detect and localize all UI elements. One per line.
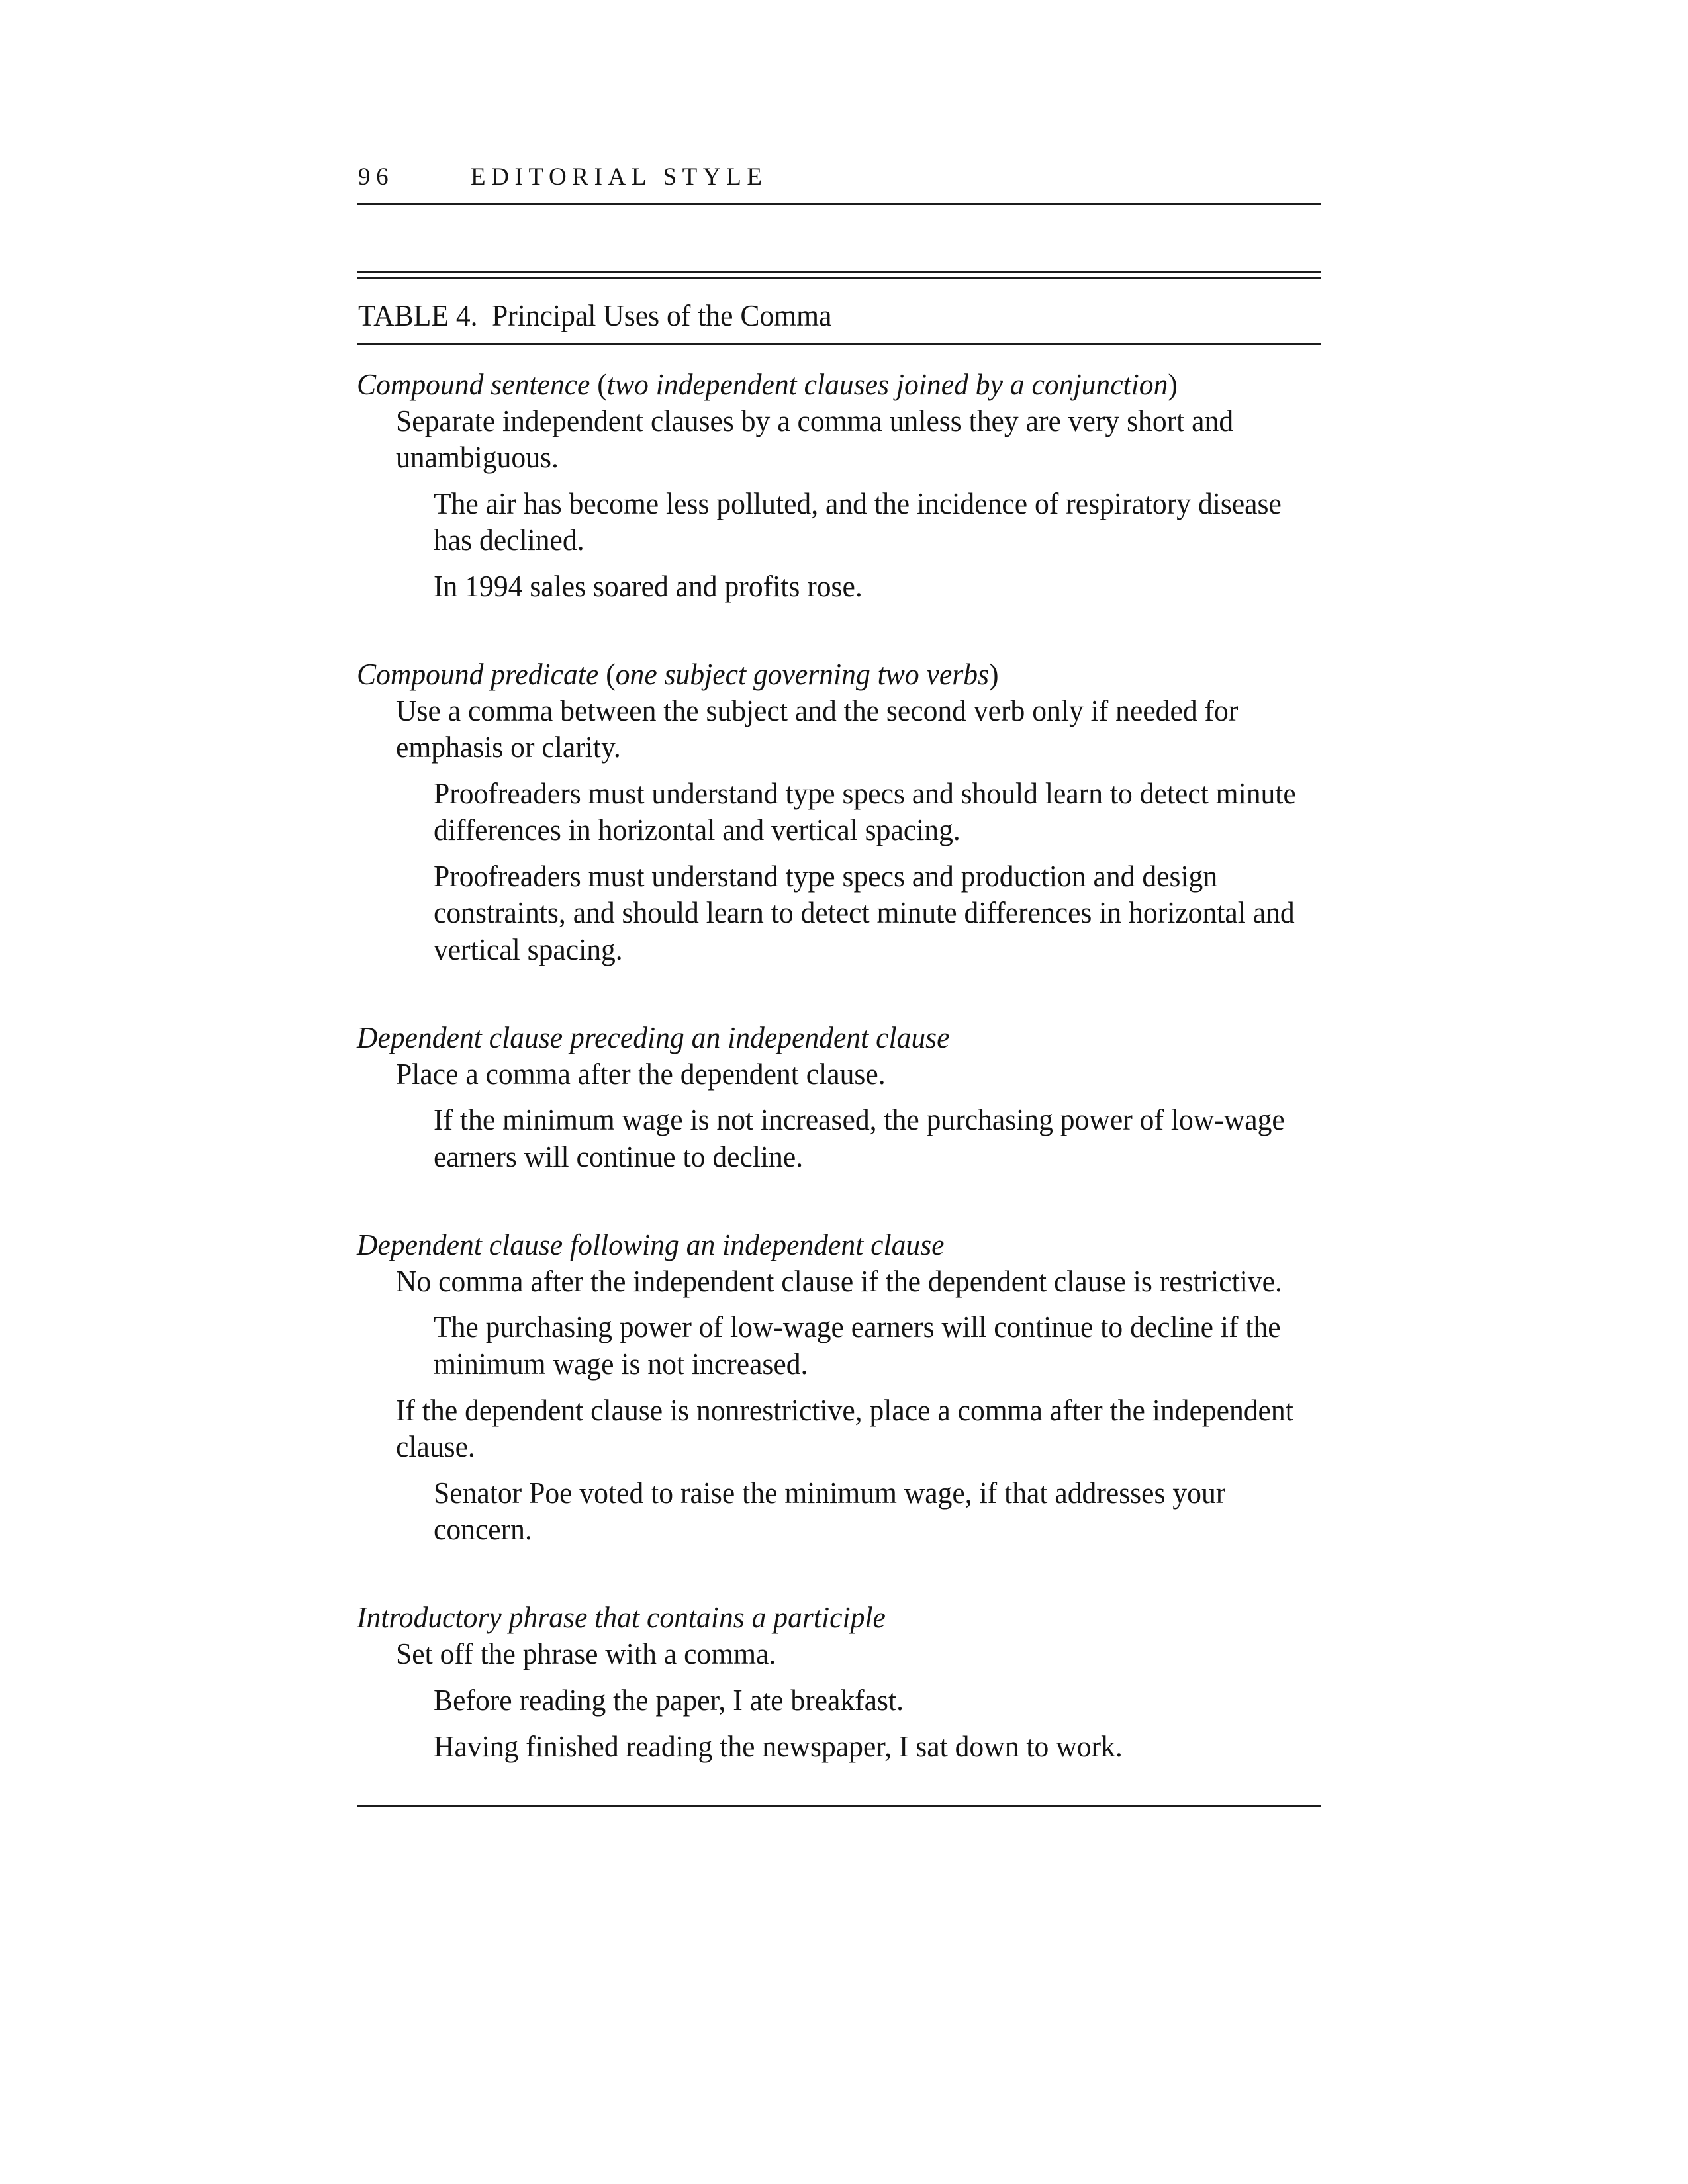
rule-line: clause. — [396, 1429, 475, 1463]
section-heading-text: Introductory phrase that contains a participle — [357, 1600, 886, 1634]
section-heading — [357, 1227, 945, 1261]
rule-line: Use a comma between the subject and the second verb only if needed for — [396, 693, 1239, 727]
rule-line: Separate independent clauses by a comma unless they are very short and — [396, 403, 1234, 437]
section-heading-text: Dependent clause following an independent clause — [357, 1227, 945, 1261]
table-top-rule-lower — [357, 277, 1321, 279]
table-label: TABLE 4. — [358, 298, 478, 332]
example-line: In 1994 sales soared and profits rose. — [434, 569, 863, 603]
example-line: constraints, and should learn to detect minute differences in horizontal and — [434, 895, 1295, 930]
section-heading-text: Compound predicate — [357, 657, 599, 691]
section-heading — [357, 1020, 950, 1054]
section-heading-text: Compound sentence — [357, 367, 590, 401]
example-line: Proofreaders must understand type specs and should learn to detect minute — [434, 776, 1296, 810]
rule-line: unambiguous. — [396, 439, 559, 474]
rule-line: Place a comma after the dependent clause. — [396, 1056, 886, 1091]
example-line: minimum wage is not increased. — [434, 1346, 808, 1381]
section-heading — [357, 369, 1178, 400]
table-bottom-rule — [357, 1805, 1321, 1807]
rule-line: Set off the phrase with a comma. — [396, 1636, 776, 1670]
section-heading-text: Dependent clause preceding an independent clause — [357, 1020, 950, 1054]
section-heading — [357, 1602, 886, 1633]
table-header-rule — [357, 343, 1321, 345]
example-line: Before reading the paper, I ate breakfast. — [434, 1682, 904, 1717]
running-head-title: EDITORIAL STYLE — [471, 163, 768, 191]
section-heading-qualifier: (one subject governing two verbs) — [606, 657, 999, 691]
example-line: vertical spacing. — [434, 932, 623, 966]
example-line: The air has become less polluted, and the incidence of respiratory disease — [434, 486, 1282, 520]
page-number: 96 — [358, 163, 395, 191]
running-head-rule — [357, 203, 1321, 205]
example-line: Senator Poe voted to raise the minimum wage, if that addresses your — [434, 1475, 1226, 1510]
example-line: concern. — [434, 1512, 532, 1546]
rule-line: If the dependent clause is nonrestrictive, place a comma after the independent — [396, 1392, 1293, 1427]
example-line: If the minimum wage is not increased, the purchasing power of low-wage — [434, 1103, 1285, 1137]
rule-line: No comma after the independent clause if the dependent clause is restrictive. — [396, 1263, 1282, 1298]
section-heading — [357, 659, 999, 690]
example-line: Having finished reading the newspaper, I sat down to work. — [434, 1729, 1123, 1763]
example-line: earners will continue to decline. — [434, 1139, 804, 1173]
rule-line: emphasis or clarity. — [396, 730, 621, 764]
section-heading-qualifier: (two independent clauses joined by a conjunction) — [597, 367, 1178, 401]
table-top-rule-upper — [357, 271, 1321, 273]
example-line: The purchasing power of low-wage earners will continue to decline if the — [434, 1310, 1281, 1344]
example-line: has declined. — [434, 522, 585, 557]
example-line: Proofreaders must understand type specs and production and design — [434, 858, 1218, 893]
example-line: differences in horizontal and vertical spacing. — [434, 813, 961, 847]
table-title: Principal Uses of the Comma — [492, 298, 832, 332]
